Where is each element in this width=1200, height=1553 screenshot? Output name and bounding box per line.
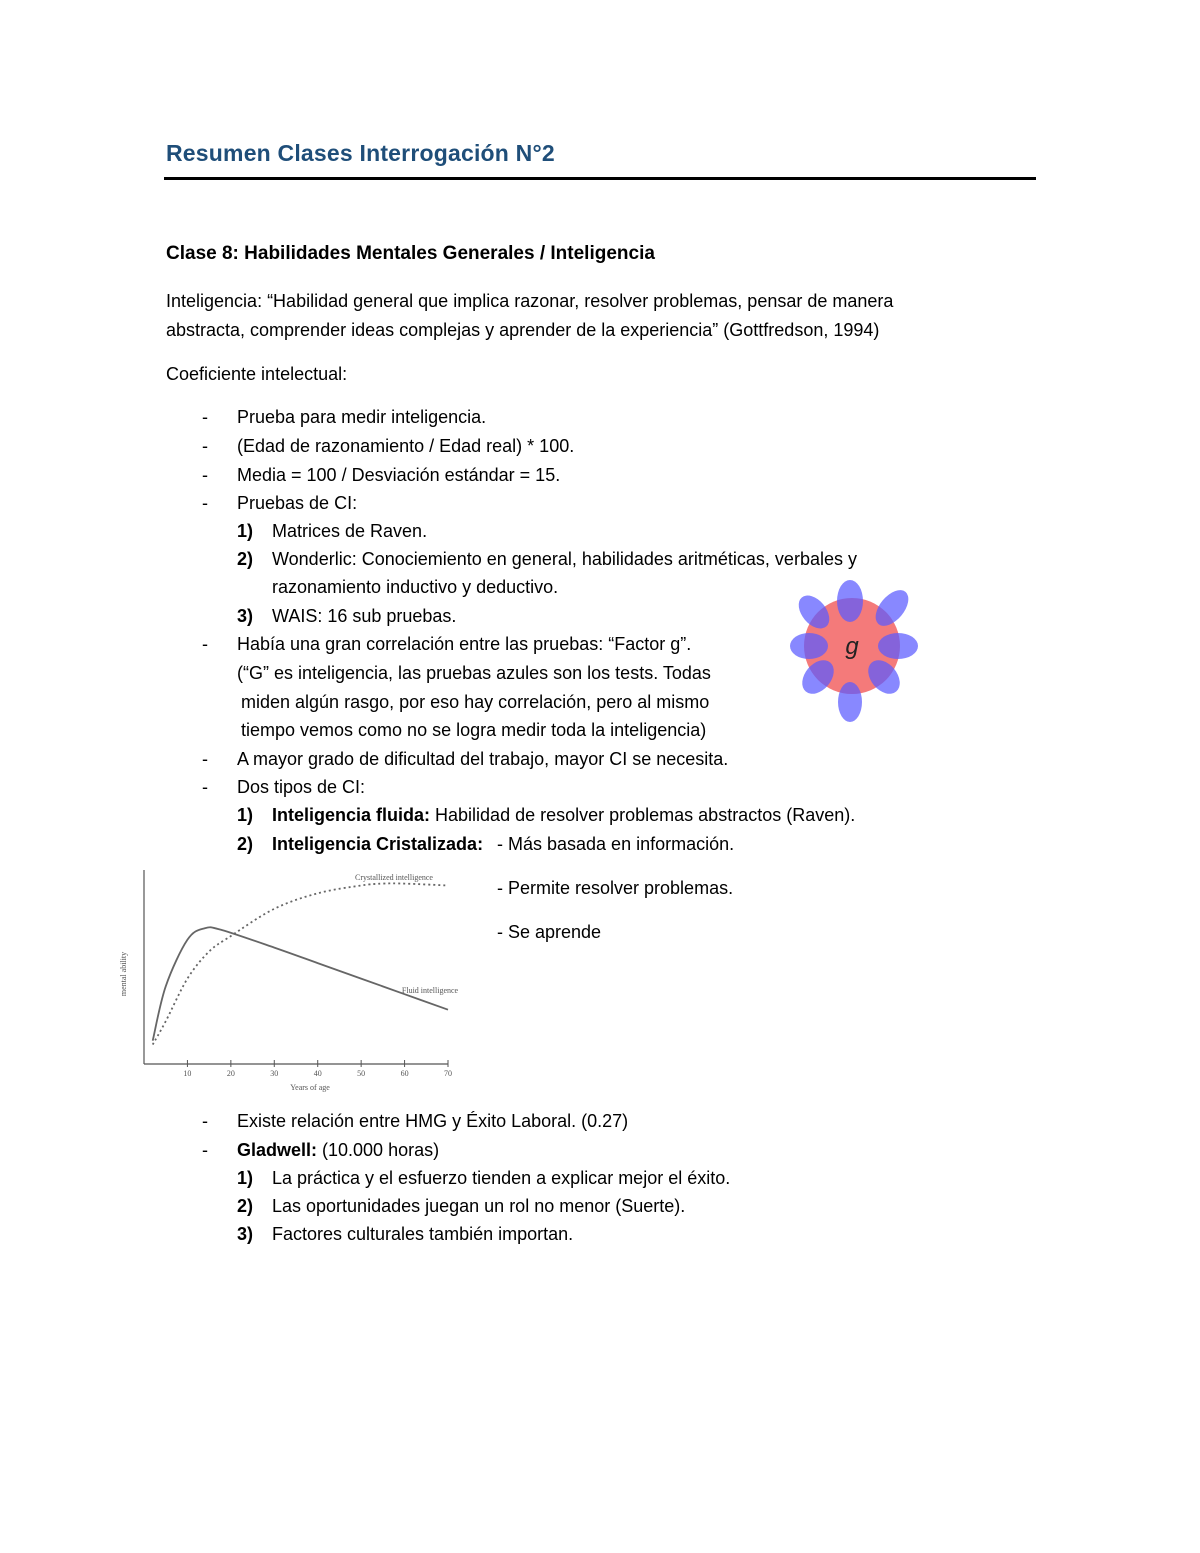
crystallized-note: - Se aprende <box>497 922 602 942</box>
list-number: 2) <box>237 834 254 854</box>
factor-g-figure <box>776 576 926 726</box>
bullet-text: Media = 100 / Desviación estándar = 15. <box>237 465 561 485</box>
bullet-dash: - <box>202 407 208 427</box>
term-bold: Inteligencia fluida: <box>272 805 431 825</box>
bullet-text <box>237 1139 439 1161</box>
bullet-dash: - <box>202 493 208 513</box>
list-number: 1) <box>237 1168 254 1188</box>
numbered-item: Matrices de Raven. <box>272 521 428 541</box>
numbered-item: Factores culturales también importan. <box>272 1224 574 1244</box>
series-fluid-line <box>153 927 448 1040</box>
x-tick-label: 10 <box>183 1069 192 1078</box>
bullet-text: Dos tipos de CI: <box>237 777 366 797</box>
factor-g-label: g <box>845 633 859 660</box>
section-heading: Clase 8: Habilidades Mentales Generales / Inteligencia <box>166 243 655 264</box>
numbered-item <box>272 804 855 826</box>
term-definition: Habilidad de resolver problemas abstractos (Raven). <box>430 805 856 825</box>
x-axis-label: Years of age <box>290 1083 330 1092</box>
test-petal <box>838 682 862 722</box>
test-petal <box>837 580 863 622</box>
x-tick-label: 60 <box>400 1069 409 1078</box>
legend-fluid: Fluid intelligence <box>401 986 459 995</box>
bullet-continuation: (“G” es inteligencia, las pruebas azules son los tests. Todas <box>237 663 711 683</box>
list-number: 3) <box>237 1224 254 1244</box>
bullet-text: Había una gran correlación entre las pruebas: “Factor g”. <box>237 634 692 654</box>
list-number: 1) <box>237 521 254 541</box>
bullet-text: A mayor grado de dificultad del trabajo, mayor CI se necesita. <box>237 749 729 769</box>
x-ticks <box>183 1060 452 1078</box>
numbered-item: WAIS: 16 sub pruebas. <box>272 606 457 626</box>
bullet-dash: - <box>202 749 208 769</box>
numbered-item: La práctica y el esfuerzo tienden a explicar mejor el éxito. <box>272 1168 731 1188</box>
list-number: 2) <box>237 1196 254 1216</box>
bullet-dash: - <box>202 465 208 485</box>
crystallized-note: - Permite resolver problemas. <box>497 878 734 898</box>
title-underline <box>164 177 1036 180</box>
bullet-text: Prueba para medir inteligencia. <box>237 407 487 427</box>
numbered-item: Las oportunidades juegan un rol no menor (Suerte). <box>272 1196 686 1216</box>
crystallized-note: - Más basada en información. <box>497 834 735 854</box>
bullet-dash: - <box>202 1140 208 1160</box>
x-tick-label: 40 <box>313 1069 322 1078</box>
numbered-item-continuation: razonamiento inductivo y deductivo. <box>272 577 559 597</box>
test-petal <box>878 633 918 659</box>
test-petal <box>790 633 828 659</box>
ci-heading: Coeficiente intelectual: <box>166 364 348 384</box>
document-title: Resumen Clases Interrogación N°2 <box>166 140 555 166</box>
legend-crystallized: Crystallized intelligence <box>355 873 433 882</box>
y-axis-label: mental ability <box>119 951 128 997</box>
series-crystallized-line <box>153 883 448 1044</box>
bullet-continuation: miden algún rasgo, por eso hay correlación, pero al mismo <box>241 692 710 712</box>
x-tick-label: 70 <box>444 1069 452 1078</box>
bullet-dash: - <box>202 777 208 797</box>
list-number: 3) <box>237 606 254 626</box>
numbered-item <box>272 833 483 855</box>
definition-line-1: Inteligencia: “Habilidad general que implica razonar, resolver problemas, pensar de manera <box>166 291 894 311</box>
term-bold: Inteligencia Cristalizada: <box>272 834 484 854</box>
term-bold: Gladwell: <box>237 1140 318 1160</box>
bullet-text: (Edad de razonamiento / Edad real) * 100. <box>237 436 575 456</box>
x-tick-label: 30 <box>270 1069 279 1078</box>
bullet-continuation: tiempo vemos como no se logra medir toda la inteligencia) <box>241 720 707 740</box>
definition-line-2: abstracta, comprender ideas complejas y aprender de la experiencia” (Gottfredson, 1994) <box>166 320 880 340</box>
numbered-item: Wonderlic: Conociemiento en general, habilidades aritméticas, verbales y <box>272 549 857 569</box>
x-tick-label: 20 <box>226 1069 235 1078</box>
bullet-dash: - <box>202 436 208 456</box>
term-definition: (10.000 horas) <box>317 1140 440 1160</box>
x-tick-label: 50 <box>357 1069 366 1078</box>
intelligence-age-chart <box>108 864 478 1096</box>
bullet-dash: - <box>202 634 208 654</box>
bullet-text: Pruebas de CI: <box>237 493 358 513</box>
list-number: 2) <box>237 549 254 569</box>
bullet-text: Existe relación entre HMG y Éxito Laboral. (0.27) <box>237 1111 629 1131</box>
list-number: 1) <box>237 805 254 825</box>
bullet-dash: - <box>202 1111 208 1131</box>
